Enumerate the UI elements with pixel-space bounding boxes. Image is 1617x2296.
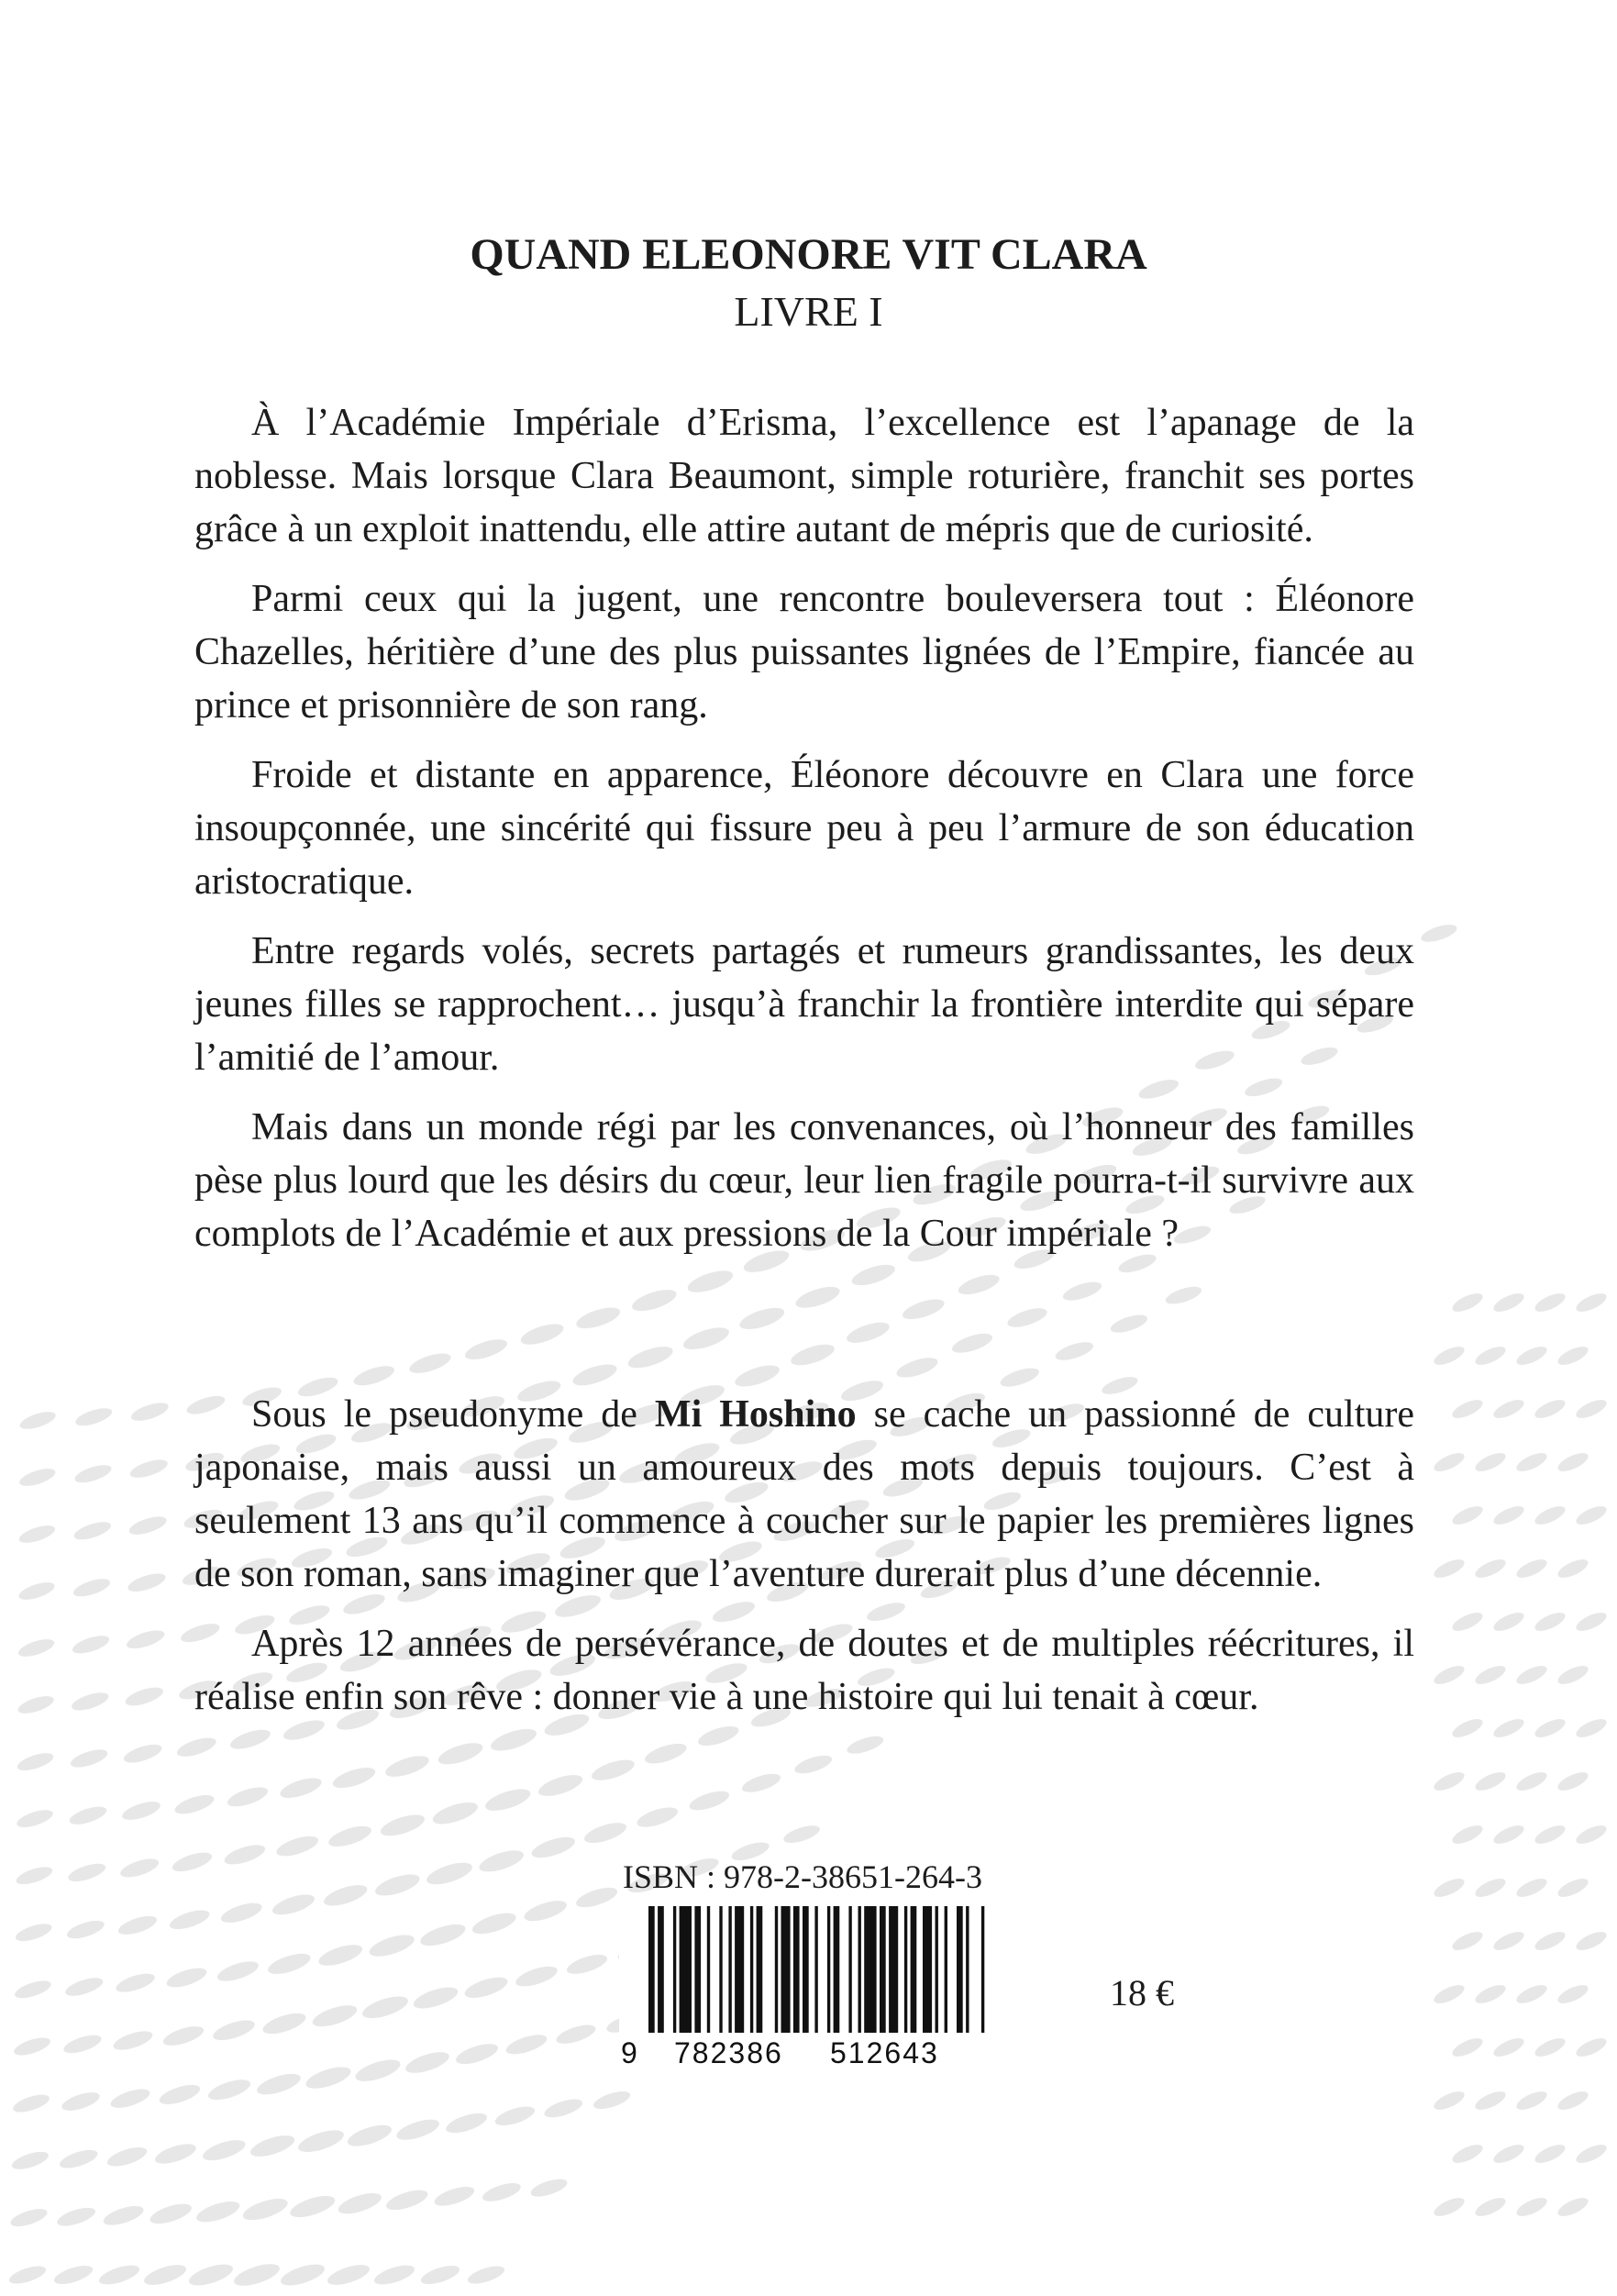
- barcode-bar: [719, 1906, 722, 2033]
- synopsis: [194, 396, 1414, 1277]
- barcode-bar: [889, 1906, 898, 2033]
- barcode-bar: [673, 1906, 676, 2033]
- book-title: QUAND ELEONORE VIT CLARA: [470, 230, 1147, 279]
- isbn-label: ISBN : 978-2-38651-264-3: [623, 1858, 982, 1895]
- barcode-bar: [814, 1906, 817, 2033]
- barcode-bar: [658, 1906, 664, 2033]
- barcode-bar: [945, 1906, 947, 2033]
- barcode-bar: [803, 1906, 809, 2033]
- barcode-bar: [648, 1906, 655, 2033]
- barcode-right-digits: 512643: [830, 2036, 939, 2069]
- author-name: Mi Hoshino: [654, 1393, 857, 1436]
- synopsis-paragraph: Parmi ceux qui la jugent, une rencontre bouleversera tout : Éléonore Chazelles, héritière d’une des plus puissantes lignées de l’Empire, fiancée au prince et prisonnière de son rang.: [194, 578, 1414, 727]
- author-bio-intro: Sous le pseudonyme de: [251, 1393, 655, 1436]
- barcode-bar: [827, 1906, 830, 2033]
- author-bio-paragraph: Après 12 années de persévérance, de doutes et de multiples réécritures, il réalise enfin son rêve : donner vie à une histoire qui lui tenait à cœur.: [194, 1623, 1414, 1718]
- barcode-bar: [864, 1906, 876, 2033]
- barcode-bar: [757, 1906, 763, 2033]
- barcode-bar: [735, 1906, 744, 2033]
- barcode-bar: [848, 1906, 851, 2033]
- synopsis-paragraph: Entre regards volés, secrets partagés et rumeurs grandissantes, les deux jeunes filles se rapprochent… jusqu’à franchir la frontière interdite qui sépare l’amitié de l’amour.: [194, 930, 1414, 1079]
- barcode-bar: [781, 1906, 791, 2033]
- author-bio-text: se cache un passionné de culture japonaise, mais aussi un amoureux des mots depuis toujours. C’est à seulement 13 ans qu’il commence à coucher sur le papier les premières lignes de son roman, sans imaginer que l’aventure durerait plus d’une décennie.: [194, 1393, 1415, 1595]
- barcode-bar: [694, 1906, 701, 2033]
- barcode-bar: [923, 1906, 932, 2033]
- barcode-bar: [911, 1906, 917, 2033]
- barcode-bar: [858, 1906, 861, 2033]
- barcode-bar: [775, 1906, 778, 2033]
- synopsis-paragraph: À l’Académie Impériale d’Erisma, l’excellence est l’apanage de la noblesse. Mais lorsque Clara Beaumont, simple roturière, franchit ses portes grâce à un exploit inattendu, elle attire autant de mépris que de curiosité.: [194, 402, 1414, 550]
- barcode-bar: [880, 1906, 886, 2033]
- synopsis-paragraph: Mais dans un monde régi par les convenances, où l’honneur des familles pèse plus lourd que les désirs du cœur, leur lien fragile pourra-t-il survivre aux complots de l’Académie et aux pressions de la Cour impériale ?: [194, 1106, 1414, 1255]
- price: 18 €: [1110, 1972, 1174, 2013]
- barcode-bar: [680, 1906, 692, 2033]
- barcode-bar: [936, 1906, 938, 2033]
- barcode-bar: [966, 1906, 969, 2033]
- barcode-bar: [728, 1906, 731, 2033]
- author-bio: [194, 1388, 1414, 1740]
- barcode-first-digit: 9: [621, 2036, 637, 2069]
- barcode-bars: [619, 1906, 995, 2044]
- barcode-bar: [904, 1906, 907, 2033]
- author-bio-paragraph: [194, 1388, 1414, 1601]
- synopsis-paragraph: Froide et distante en apparence, Éléonore découvre en Clara une force insoupçonnée, une sincérité qui fissure peu à peu l’armure de son éducation aristocratique.: [194, 754, 1414, 903]
- barcode-bar: [834, 1906, 840, 2033]
- barcode-bar: [707, 1906, 710, 2033]
- barcode-bar: [957, 1906, 963, 2033]
- book-subtitle: LIVRE I: [734, 288, 883, 335]
- barcode-bar: [981, 1906, 984, 2033]
- barcode-bar: [793, 1906, 800, 2033]
- barcode-left-digits: 782386: [674, 2036, 783, 2069]
- barcode-bar: [750, 1906, 753, 2033]
- barcode: [619, 1906, 995, 2080]
